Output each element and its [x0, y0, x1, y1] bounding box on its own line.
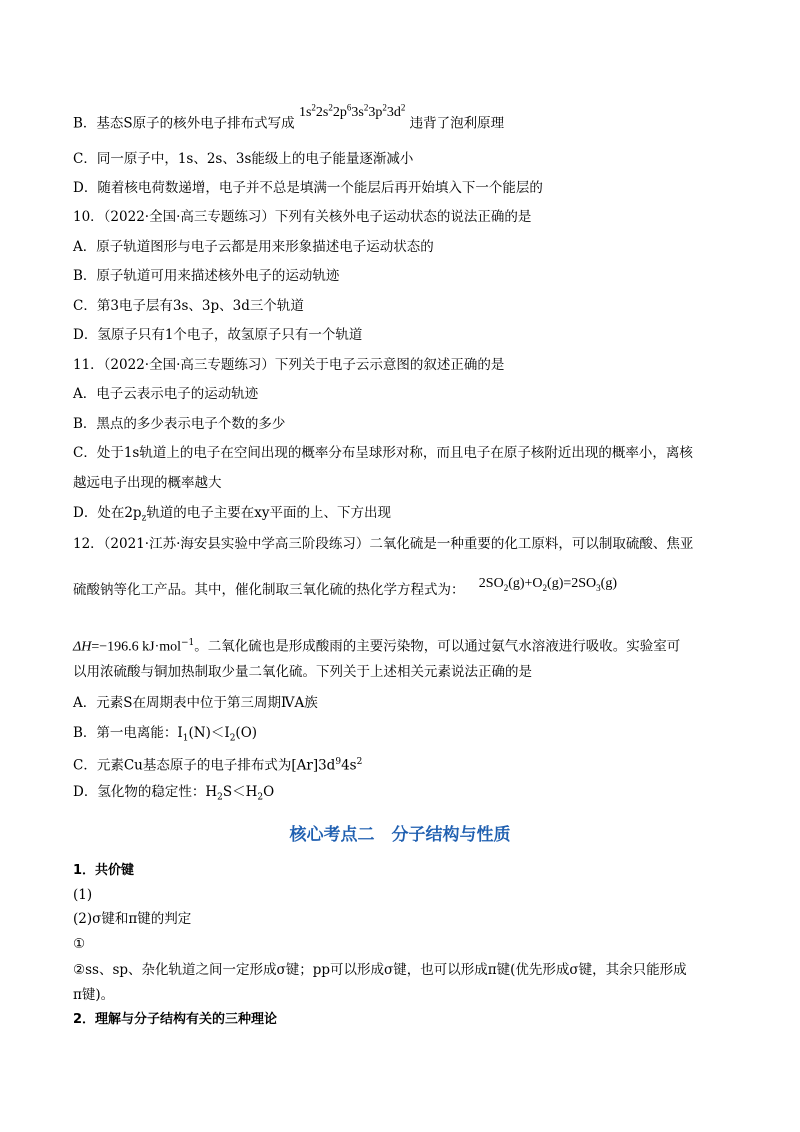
q11-stem: 11．（2022·全国·高三专题练习）下列关于电子云示意图的叙述正确的是	[73, 357, 505, 373]
q11-option-a: A．电子云表示电子的运动轨迹	[73, 386, 259, 402]
option-b-line	[73, 102, 505, 134]
q10-option-d: D．氢原子只有1个电子，故氢原子只有一个轨道	[73, 327, 363, 343]
electron-config-formula: $1s^22s^22p^63s^23p^23d^2$	[298, 102, 406, 120]
q11-option-c-line1: C．处于1s轨道上的电子在空间出现的概率分布呈球形对称，而且电子在原子核附近出现的概率小，离核	[73, 445, 693, 461]
q10-option-c: C．第3电子层有3s、3p、3d三个轨道	[73, 298, 304, 314]
section-1-item-4-line1: ②ss、sp、杂化轨道之间一定形成σ键；pp可以形成σ键，也可以形成π键(优先形成σ键，其余只能形成	[73, 962, 687, 978]
thermochemical-equation: $2SO_2(g)+O_2(g)=2SO_3(g)$	[478, 576, 617, 593]
q12-option-a: A．元素S在周期表中位于第三周期ⅣA族	[73, 695, 318, 711]
q11-option-c-line2: 越远电子出现的概率越大	[73, 475, 222, 491]
q12-stem-line4: 以用浓硫酸与铜加热制取少量二氧化硫。下列关于上述相关元素说法正确的是	[73, 664, 532, 680]
q10-option-b: B．原子轨道可用来描述核外电子的运动轨迹	[73, 268, 340, 284]
section-1-title: 1．共价键	[73, 863, 135, 878]
section-1-item-1: (1)	[73, 887, 93, 903]
section-1-item-3: ①	[73, 936, 86, 952]
option-c: C．同一原子中，1s、2s、3s能级上的电子能量逐渐减小	[73, 151, 414, 167]
q12-stem-line1: 12．（2021·江苏·海安县实验中学高三阶段练习）二氧化硫是一种重要的化工原料，可以制取硫酸、焦亚	[73, 536, 694, 552]
section-1-item-4-line2: π键)。	[73, 987, 115, 1003]
section-1-item-2: (2)σ键和π键的判定	[73, 911, 192, 927]
section-title: 核心考点二 分子结构与性质	[289, 825, 511, 845]
q12-option-d: D．氢化物的稳定性：$H_2S<H_2O$	[73, 784, 275, 803]
option-b-tail: 违背了泡利原理	[409, 115, 505, 132]
q12-option-b: B．第一电离能：$I_1(N)<I_2(O)$	[73, 725, 258, 744]
q11-option-b: B．黑点的多少表示电子个数的多少	[73, 416, 286, 432]
q12-stem-line3: ΔH=−196.6 kJ·mol$^{-1}$。二氧化硫也是形成酸雨的主要污染物，可以通过氨气水溶液进行吸收。实验室可	[73, 638, 681, 655]
option-b-text: B．基态S原子的核外电子排布式写成	[73, 115, 295, 132]
section-2-title: 2．理解与分子结构有关的三种理论	[73, 1012, 278, 1027]
q10-stem: 10．（2022·全国·高三专题练习）下列有关核外电子运动状态的说法正确的是	[73, 209, 532, 225]
option-d: D．随着核电荷数递增，电子并不总是填满一个能层后再开始填入下一个能层的	[73, 180, 543, 196]
q10-option-a: A．原子轨道图形与电子云都是用来形象描述电子运动状态的	[73, 239, 434, 255]
q12-option-c: C．元素Cu基态原子的电子排布式为$[Ar]3d^94s^2$	[73, 757, 363, 774]
q12-stem-line2: 硫酸钠等化工产品。其中，催化制取三氧化硫的热化学方程式为： $2SO_2(g)+O_2(g)=2SO_3(g)$	[73, 576, 617, 598]
q11-option-d: D．处在$2p_z$轨道的电子主要在xy平面的上、下方出现	[73, 505, 392, 524]
